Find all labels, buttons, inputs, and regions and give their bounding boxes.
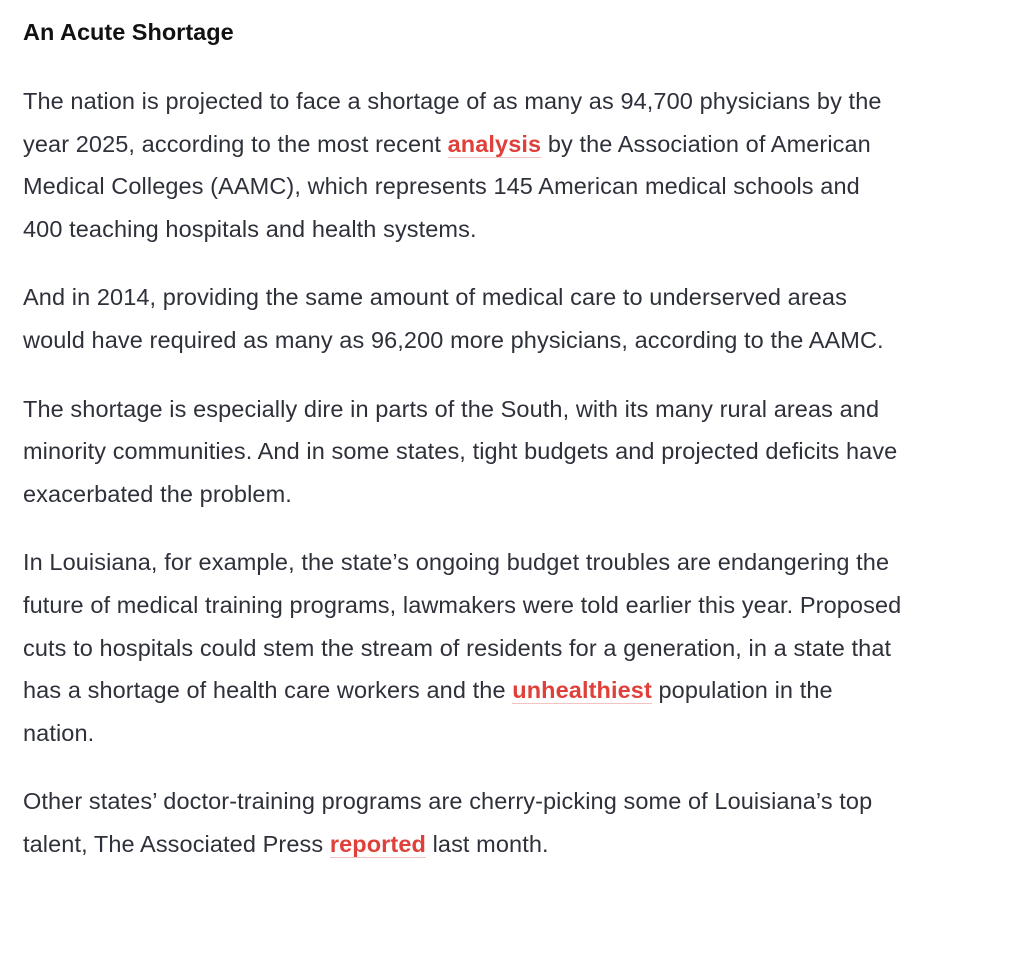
paragraph-1 (23, 80, 903, 250)
paragraph-2 (23, 276, 903, 361)
paragraph-text: The nation is projected to face a shortage of as many as 94,700 physicians by the year 2025, according to the most recent (23, 88, 882, 157)
section-heading: An Acute Shortage (23, 19, 234, 45)
paragraph-3 (23, 388, 903, 516)
paragraph-4 (23, 541, 903, 754)
unhealthiest-link[interactable]: unhealthiest (512, 677, 652, 704)
paragraph-text: population in the nation. (23, 677, 833, 746)
article-body (23, 14, 903, 892)
paragraph-text: And in 2014, providing the same amount of medical care to underserved areas would have required as many as 96,200 more physicians, according to the AAMC. (23, 284, 884, 353)
paragraph-text: last month. (425, 830, 549, 857)
paragraph-text: In Louisiana, for example, the state’s ongoing budget troubles are endangering the future of medical training programs, lawmakers were told earlier this year. Proposed cuts to hospitals could stem the stream of residents for a generation, in a state that has a shortage of health care workers and the (23, 549, 902, 704)
analysis-link[interactable]: analysis (447, 130, 542, 157)
paragraph-text: Other states’ doctor-training programs are cherry-picking some of Louisiana’s top talent, The Associated Press (23, 788, 873, 857)
paragraph-text: The shortage is especially dire in parts of the South, with its many rural areas and minority communities. And in some states, tight budgets and projected deficits have exacerbated the problem. (23, 395, 898, 507)
reported-link[interactable]: reported (329, 830, 426, 857)
paragraph-5 (23, 780, 903, 865)
paragraph-text: by the Association of American Medical Colleges (AAMC), which represents 145 American medical schools and 400 teaching hospitals and health systems. (23, 130, 871, 242)
